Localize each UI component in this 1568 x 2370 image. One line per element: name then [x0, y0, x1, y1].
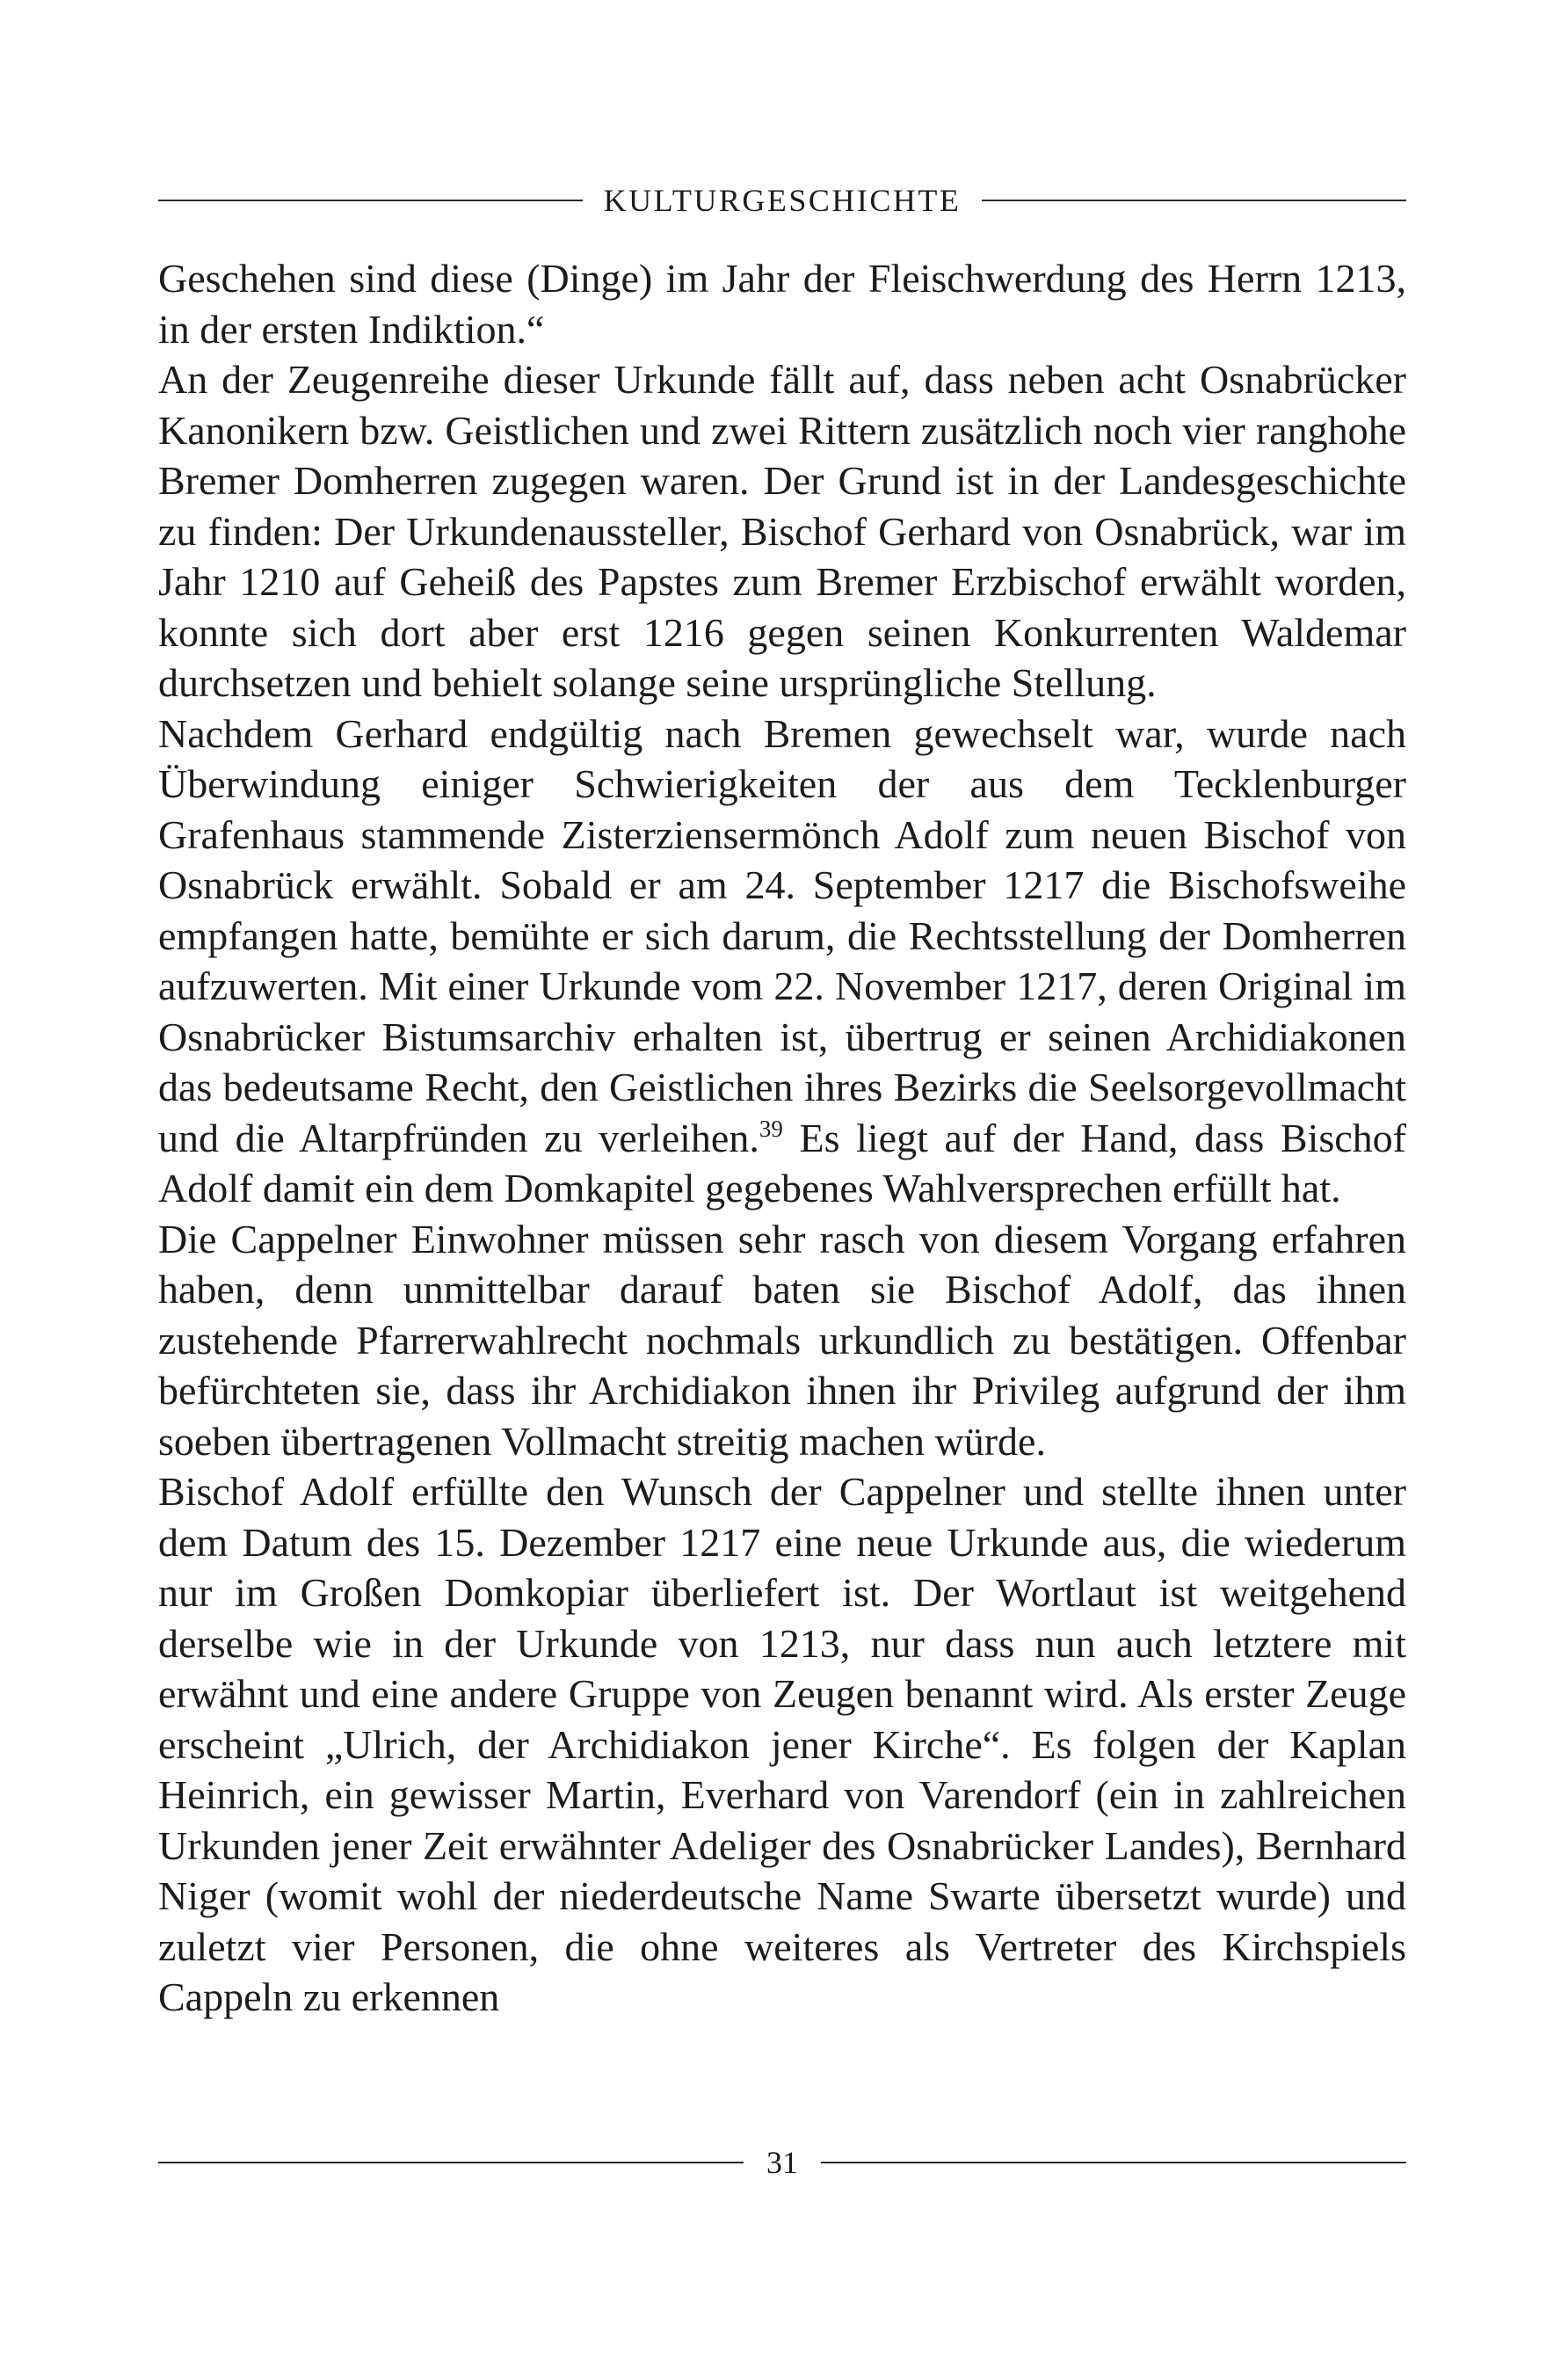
page-number: 31: [766, 2145, 798, 2180]
paragraph-4-text: Die Cappelner Einwohner müssen sehr rasch von diesem Vorgang erfahren haben, denn unmittelbar darauf baten sie Bischof Adolf, das ihnen zustehende Pfarrerwahlrecht nochmals urkundlich zu bestätigen. Offenbar befürchteten sie, dass ihr Archidiakon ihnen ihr Privileg aufgrund der ihm soeben übertragenen Vollmacht streitig machen würde.: [158, 1216, 1406, 1464]
paragraph-3: [158, 709, 1406, 1214]
paragraph-1: [158, 253, 1406, 354]
header-rule-right: [982, 200, 1406, 201]
running-header: [158, 174, 1406, 227]
paragraph-2-text: An der Zeugenreihe dieser Urkunde fällt auf, dass neben acht Osnabrücker Kanonikern bzw. Geistlichen und zwei Rittern zusätzlich noch vier ranghohe Bremer Domherren zugegen waren. Der Grund ist in der Landesgeschichte zu finden: Der Urkundenaussteller, Bischof Gerhard von Osnabrück, war im Jahr 1210 auf Geheiß des Papstes zum Bremer Erzbischof erwählt worden, konnte sich dort aber erst 1216 gegen seinen Konkurrenten Waldemar durchsetzen und behielt solange seine ursprüngliche Stellung.: [158, 357, 1406, 705]
paragraph-5-text: Bischof Adolf erfüllte den Wunsch der Cappelner und stellte ihnen unter dem Datum des 15. Dezember 1217 eine neue Urkunde aus, die wiederum nur im Großen Domkopiar überliefert ist. Der Wortlaut ist weitgehend derselbe wie in der Urkunde von 1213, nur dass nun auch letztere mit erwähnt und eine andere Gruppe von Zeugen benannt wird. Als erster Zeuge erscheint „Ulrich, der Archidiakon jener Kirche“. Es folgen der Kaplan Heinrich, ein gewisser Martin, Everhard von Varendorf (ein in zahlreichen Urkunden jener Zeit erwähnter Adeliger des Osnabrücker Landes), Bernhard Niger (womit wohl der niederdeutsche Name Swarte übersetzt wurde) und zuletzt vier Personen, die ohne weiteres als Vertreter des Kirchspiels Cappeln zu erkennen: [158, 1469, 1406, 2019]
body-text: [158, 253, 1406, 2023]
paragraph-2: [158, 354, 1406, 709]
paragraph-5: [158, 1466, 1406, 2023]
footer-rule-right: [821, 2162, 1406, 2163]
page-footer: [158, 2136, 1406, 2189]
footnote-reference: 39: [759, 1115, 783, 1142]
paragraph-3-text-continued: Es liegt auf der Hand, dass Bischof Adolf damit ein dem Domkapitel gegebenes Wahlversprechen erfüllt hat.: [158, 1115, 1407, 1210]
paragraph-1-text: Geschehen sind diese (Dinge) im Jahr der Fleischwerdung des Herrn 1213, in der ersten Indiktion.“: [158, 256, 1406, 352]
paragraph-3-text: Nachdem Gerhard endgültig nach Bremen gewechselt war, wurde nach Überwindung einiger Schwierigkeiten der aus dem Tecklenburger Grafenhaus stammende Zisterziensermönch Adolf zum neuen Bischof von Osnabrück erwählt. Sobald er am 24. September 1217 die Bischofsweihe empfangen hatte, bemühte er sich darum, die Rechtsstellung der Domherren aufzuwerten. Mit einer Urkunde vom 22. November 1217, deren Original im Osnabrücker Bistumsarchiv erhalten ist, übertrug er seinen Archidiakonen das bedeutsame Recht, den Geistlichen ihres Bezirks die Seelsorgevollmacht und die Altarpfründen zu verleihen.: [158, 710, 1406, 1160]
running-header-title: KULTURGESCHICHTE: [603, 183, 962, 218]
paragraph-4: [158, 1214, 1406, 1467]
footer-rule-left: [158, 2162, 744, 2163]
header-rule-left: [158, 200, 583, 201]
